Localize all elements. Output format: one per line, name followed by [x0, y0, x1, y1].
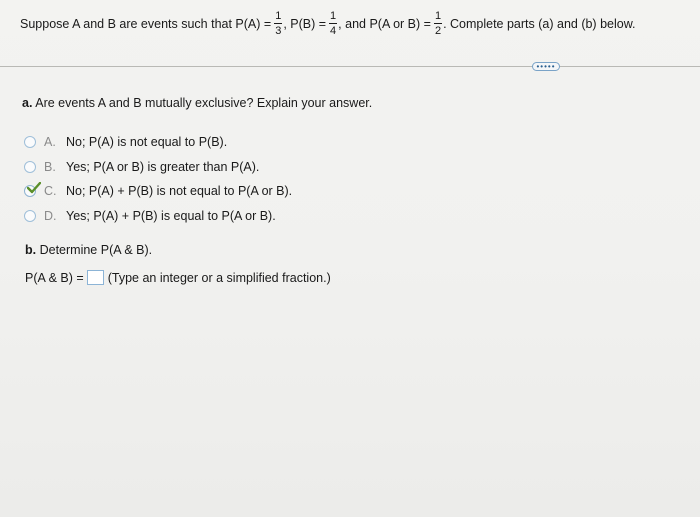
fraction-pb-denominator: 4 [330, 25, 337, 37]
more-options-button[interactable]: ••••• [532, 62, 560, 71]
fraction-paorb-denominator: 2 [434, 25, 442, 37]
option-b[interactable] [24, 155, 292, 180]
question-prefix: Suppose A and B are events such that P(A) = [20, 16, 272, 31]
option-b-letter: B. [44, 159, 56, 174]
fraction-pb-numerator: 1 [330, 10, 337, 22]
option-a-letter: A. [44, 135, 56, 150]
option-c-text: No; P(A) + P(B) is not equal to P(A or B). [66, 184, 293, 199]
option-a-text: No; P(A) is not equal to P(B). [66, 135, 228, 150]
fraction-paorb-numerator: 1 [434, 10, 442, 22]
option-b-radio[interactable] [24, 161, 36, 173]
answer-prefix: P(A & B) = [25, 270, 84, 285]
fraction-paorb [434, 11, 442, 37]
question-sep1: , P(B) = [283, 16, 327, 31]
option-a[interactable] [24, 130, 292, 155]
fraction-pa-denominator: 3 [275, 25, 282, 37]
option-d-radio[interactable] [24, 210, 36, 222]
part-b-text: Determine P(A & B). [39, 243, 153, 257]
question-divider [0, 66, 700, 67]
part-a-prompt [22, 96, 372, 110]
option-d-text: Yes; P(A) + P(B) is equal to P(A or B). [66, 208, 276, 223]
answer-options [24, 130, 292, 228]
option-c-letter: C. [44, 184, 57, 199]
option-c[interactable] [24, 179, 292, 204]
answer-input[interactable] [87, 270, 104, 285]
part-a-label: a. [22, 96, 33, 110]
option-a-radio[interactable] [24, 136, 36, 148]
answer-hint: (Type an integer or a simplified fraction.) [107, 270, 331, 285]
checkmark-icon [27, 182, 41, 194]
part-b-prompt [25, 243, 152, 257]
option-d-letter: D. [44, 208, 57, 223]
question-suffix: . Complete parts (a) and (b) below. [443, 16, 636, 31]
fraction-pb [329, 11, 337, 37]
question-sep2: , and P(A or B) = [338, 16, 431, 31]
option-b-text: Yes; P(A or B) is greater than P(A). [66, 159, 260, 174]
question-text [20, 11, 636, 37]
part-b-label: b. [25, 243, 37, 257]
fraction-pa-numerator: 1 [275, 10, 282, 22]
option-d[interactable] [24, 204, 292, 229]
option-c-radio[interactable] [24, 185, 36, 197]
part-a-text: Are events A and B mutually exclusive? Explain your answer. [35, 96, 373, 110]
part-b-answer-row [25, 270, 331, 285]
fraction-pa [274, 11, 282, 37]
